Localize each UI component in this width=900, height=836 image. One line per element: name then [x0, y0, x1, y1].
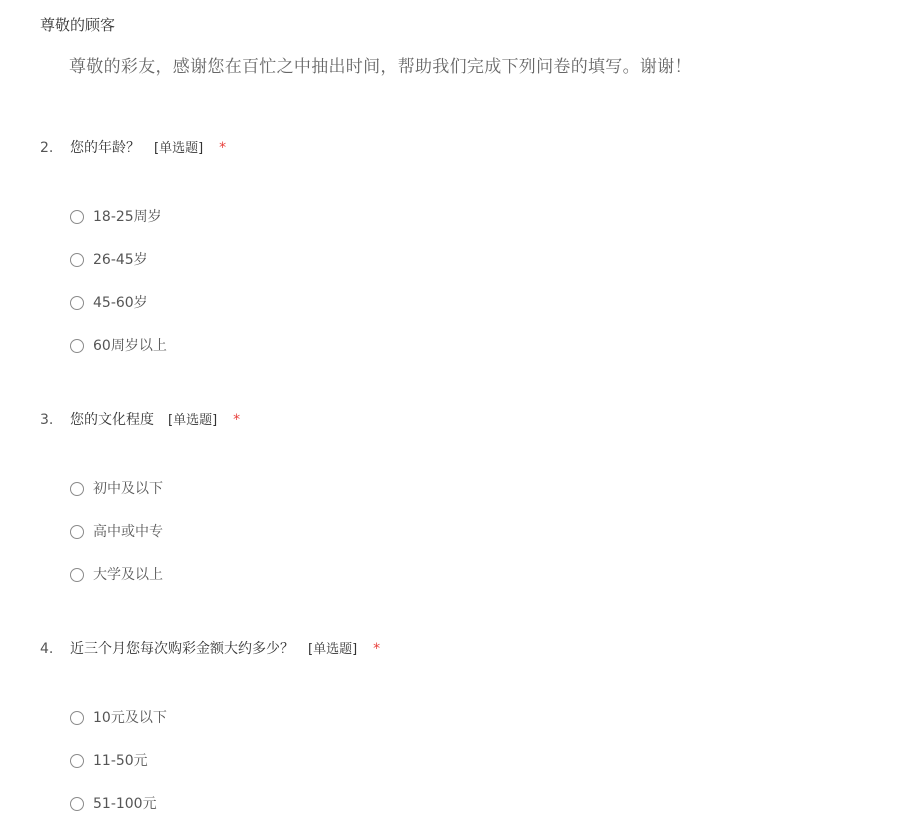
question-spending [40, 638, 860, 836]
required-mark: * [219, 140, 227, 156]
option-label[interactable]: 高中或中专 [93, 524, 163, 540]
question-title: 您的年龄？ [70, 140, 140, 156]
question-title: 近三个月您每次购彩金额大约多少？ [70, 641, 294, 657]
required-mark: * [233, 412, 241, 428]
question-title-row [40, 137, 860, 159]
radio-button[interactable] [70, 339, 84, 353]
question-number: 2. [40, 140, 54, 156]
radio-button[interactable] [70, 568, 84, 582]
radio-button[interactable] [70, 482, 84, 496]
intro-text: 尊敬的彩友，感谢您在百忙之中抽出时间，帮助我们完成下列问卷的填写。谢谢！ [69, 57, 692, 77]
question-type: [单选题] [154, 141, 204, 156]
radio-button[interactable] [70, 253, 84, 267]
required-mark: * [373, 641, 381, 657]
question-type: [单选题] [168, 413, 218, 428]
option-edu-junior[interactable] [70, 478, 860, 521]
radio-button[interactable] [70, 711, 84, 725]
radio-button[interactable] [70, 797, 84, 811]
option-spend-10-below[interactable] [70, 707, 860, 750]
radio-button[interactable] [70, 210, 84, 224]
option-age-45-60[interactable] [70, 292, 860, 335]
radio-button[interactable] [70, 754, 84, 768]
option-label[interactable]: 18-25周岁 [93, 209, 162, 225]
option-label[interactable]: 大学及以上 [93, 567, 163, 583]
question-title-row [40, 409, 860, 431]
option-label[interactable]: 51-100元 [93, 796, 157, 812]
option-spend-11-50[interactable] [70, 750, 860, 793]
option-label[interactable]: 60周岁以上 [93, 338, 167, 354]
question-age [40, 137, 860, 378]
option-age-26-45[interactable] [70, 249, 860, 292]
options-list [70, 707, 860, 836]
greeting-text: 尊敬的顾客 [40, 16, 116, 34]
option-edu-senior[interactable] [70, 521, 860, 564]
question-number: 4. [40, 641, 54, 657]
option-age-18-25[interactable] [70, 206, 860, 249]
question-title-row [40, 638, 860, 660]
question-education [40, 409, 860, 607]
radio-button[interactable] [70, 296, 84, 310]
radio-button[interactable] [70, 525, 84, 539]
question-number: 3. [40, 412, 54, 428]
option-label[interactable]: 10元及以下 [93, 710, 167, 726]
option-label[interactable]: 26-45岁 [93, 252, 148, 268]
options-list [70, 206, 860, 378]
options-list [70, 478, 860, 607]
option-label[interactable]: 45-60岁 [93, 295, 148, 311]
option-label[interactable]: 初中及以下 [93, 481, 163, 497]
question-title: 您的文化程度 [70, 412, 154, 428]
option-edu-university[interactable] [70, 564, 860, 607]
option-age-60-plus[interactable] [70, 335, 860, 378]
option-spend-51-100[interactable] [70, 793, 860, 836]
option-label[interactable]: 11-50元 [93, 753, 148, 769]
question-type: [单选题] [308, 642, 358, 657]
